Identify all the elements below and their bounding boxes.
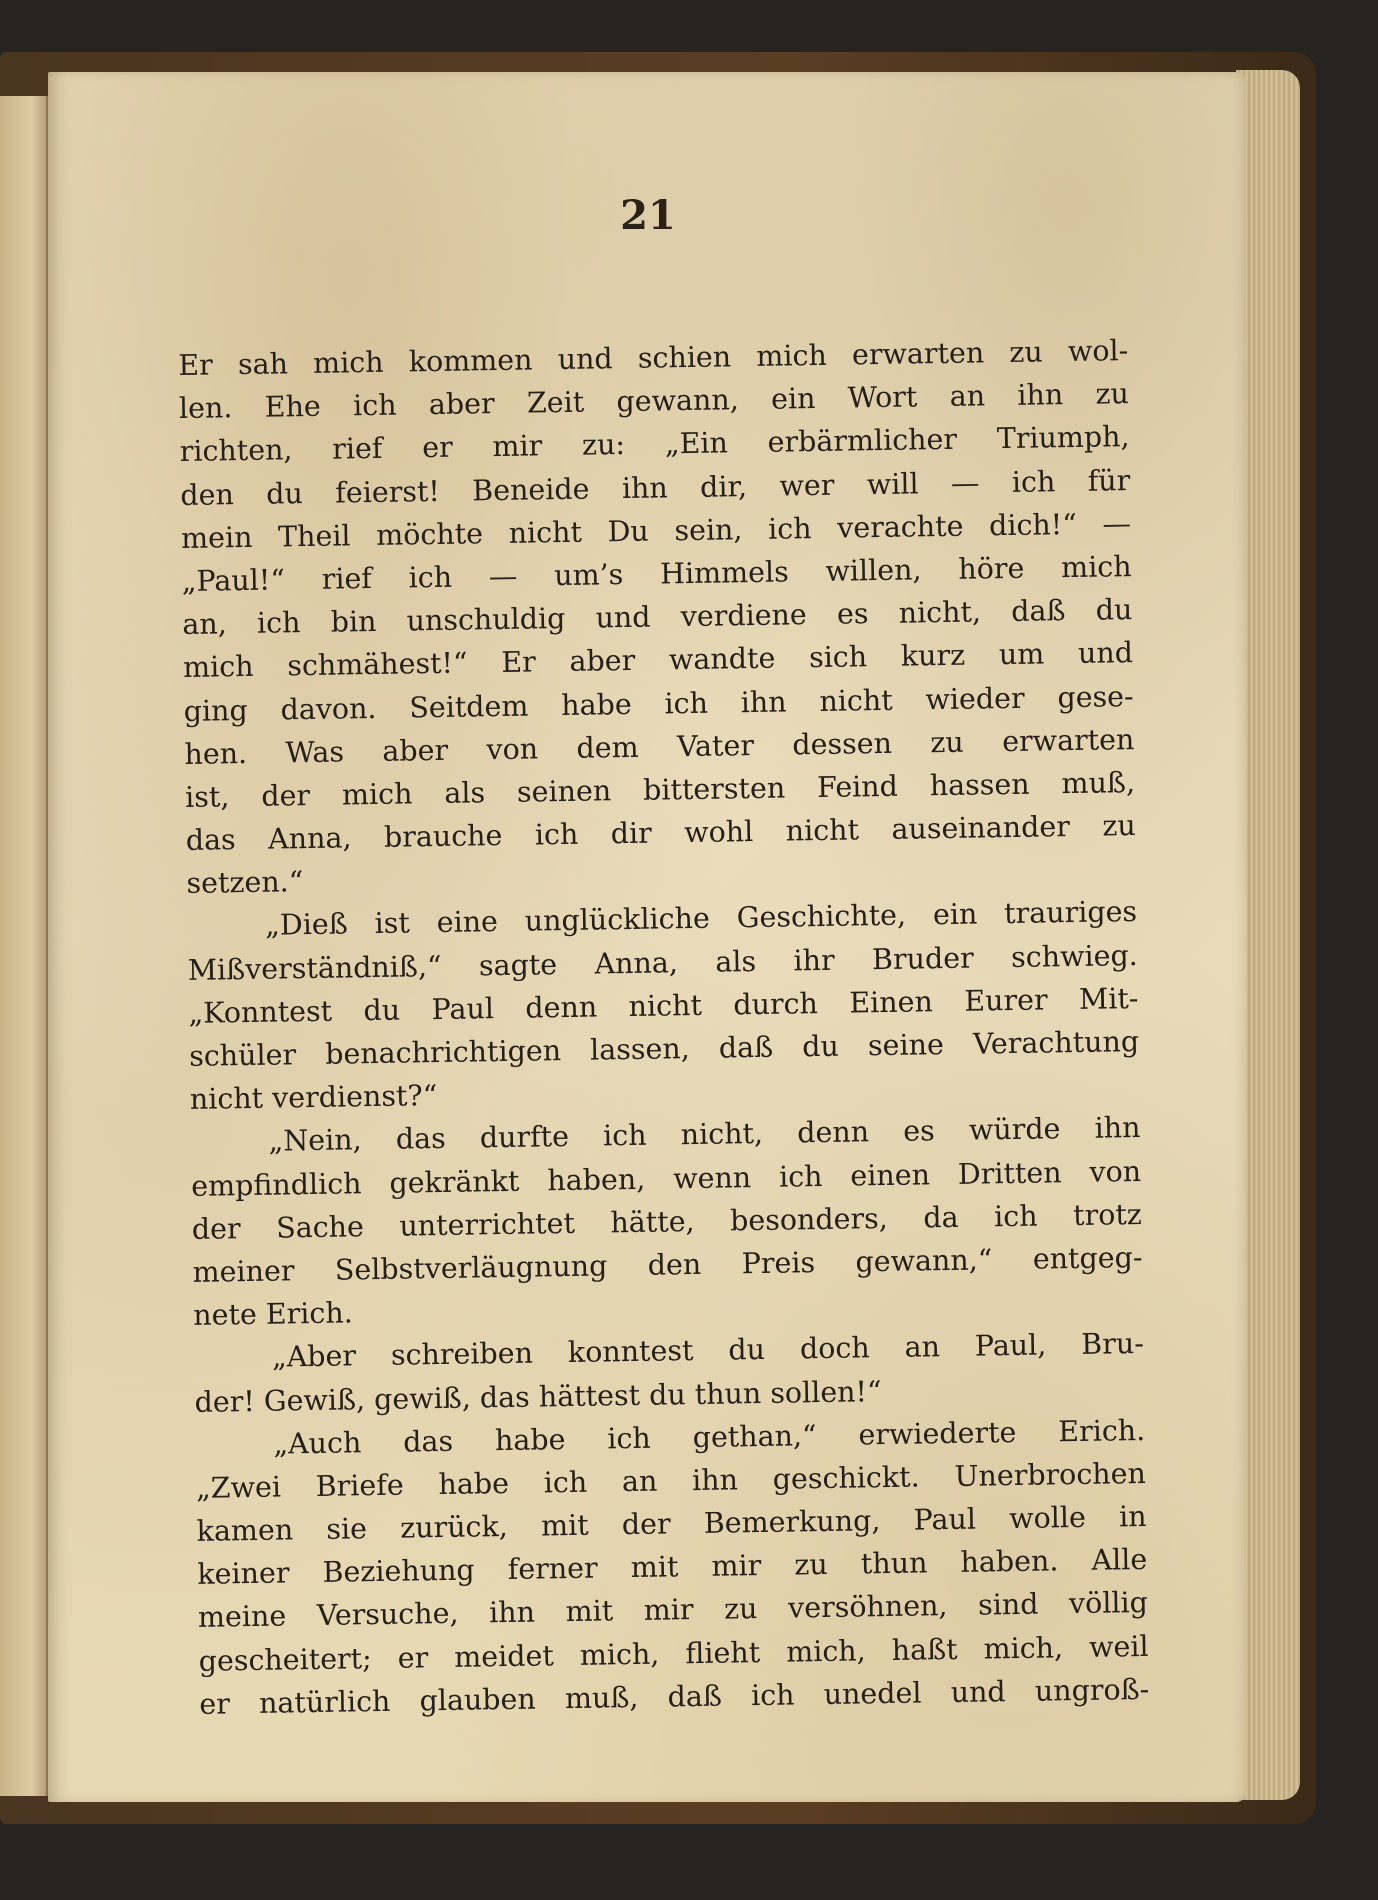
text-line: an, ich bin unschuldig und verdiene es nicht, daß du	[182, 593, 1133, 642]
text-line: kamen sie zurück, mit der Bemerkung, Paul wolle in	[196, 1499, 1147, 1548]
text-line: das Anna, brauche ich dir wohl nicht auseinander zu	[185, 809, 1136, 857]
text-line: gescheitert; er meidet mich, flieht mich, haßt mich, weil	[198, 1629, 1149, 1678]
text-line: keiner Beziehung ferner mit mir zu thun haben. Alle	[197, 1543, 1148, 1592]
text-line: nete Erich.	[193, 1296, 354, 1333]
text-line: schüler benachrichtigen lassen, daß du seine Verachtung	[188, 1024, 1140, 1073]
text-line: er natürlich glauben muß, daß ich unedel und ungroß-	[199, 1672, 1150, 1721]
page-number: 21	[620, 192, 676, 239]
text-line: „Paul!“ rief ich — um’s Himmels willen, höre mich	[181, 549, 1132, 598]
text-line: richten, rief er mir zu: „Ein erbärmlicher Triumph,	[179, 420, 1130, 469]
text-line: der Sache unterrichtet hätte, besonders, da ich trotz	[191, 1197, 1143, 1246]
text-line: mich schmähest!“ Er aber wandte sich kurz um und	[182, 636, 1134, 685]
text-line: den du feierst! Beneide ihn dir, wer will — ich für	[180, 463, 1131, 512]
text-line: „Dieß ist eine unglückliche Geschichte, ein trauriges	[264, 895, 1138, 943]
text-line: mein Theil möchte nicht Du sein, ich verachte dich!“ —	[180, 506, 1132, 555]
text-line: hen. Was aber von dem Vater dessen zu erwarten	[184, 722, 1135, 771]
text-line: empfindlich gekränkt haben, wenn ich einen Dritten von	[190, 1154, 1142, 1203]
text-line: len. Ehe ich aber Zeit gewann, ein Wort an ihn zu	[178, 377, 1130, 426]
text-line: nicht verdienst?“	[189, 1079, 438, 1117]
text-line: meine Versuche, ihn mit mir zu versöhnen, sind völlig	[197, 1586, 1149, 1635]
text-line: „Aber schreiben konntest du doch an Paul, Bru-	[271, 1327, 1145, 1374]
text-line: setzen.“	[186, 865, 304, 901]
text-line: Er sah mich kommen und schien mich erwarten zu wol-	[178, 334, 1129, 382]
book-page	[48, 72, 1246, 1802]
text-line: „Zwei Briefe habe ich an ihn geschickt. Unerbrochen	[195, 1456, 1147, 1505]
body-text	[178, 329, 1150, 1726]
text-line: der! Gewiß, gewiß, das hättest du thun sollen!“	[194, 1374, 882, 1419]
text-line: ist, der mich als seinen bittersten Feind hassen muß,	[184, 765, 1136, 814]
text-line: Mißverständniß,“ sagte Anna, als ihr Bruder schwieg.	[187, 938, 1138, 987]
text-line: „Nein, das durfte ich nicht, denn es würde ihn	[268, 1111, 1141, 1159]
text-line: ging davon. Seitdem habe ich ihn nicht wieder gese-	[183, 679, 1134, 728]
text-line: meiner Selbstverläugnung den Preis gewann,“ entgeg-	[192, 1240, 1143, 1289]
text-line: „Konntest du Paul denn nicht durch Einen Eurer Mit-	[188, 981, 1139, 1030]
facing-page-edge	[0, 96, 48, 1796]
text-line: „Auch das habe ich gethan,“ erwiederte Erich.	[273, 1413, 1146, 1461]
